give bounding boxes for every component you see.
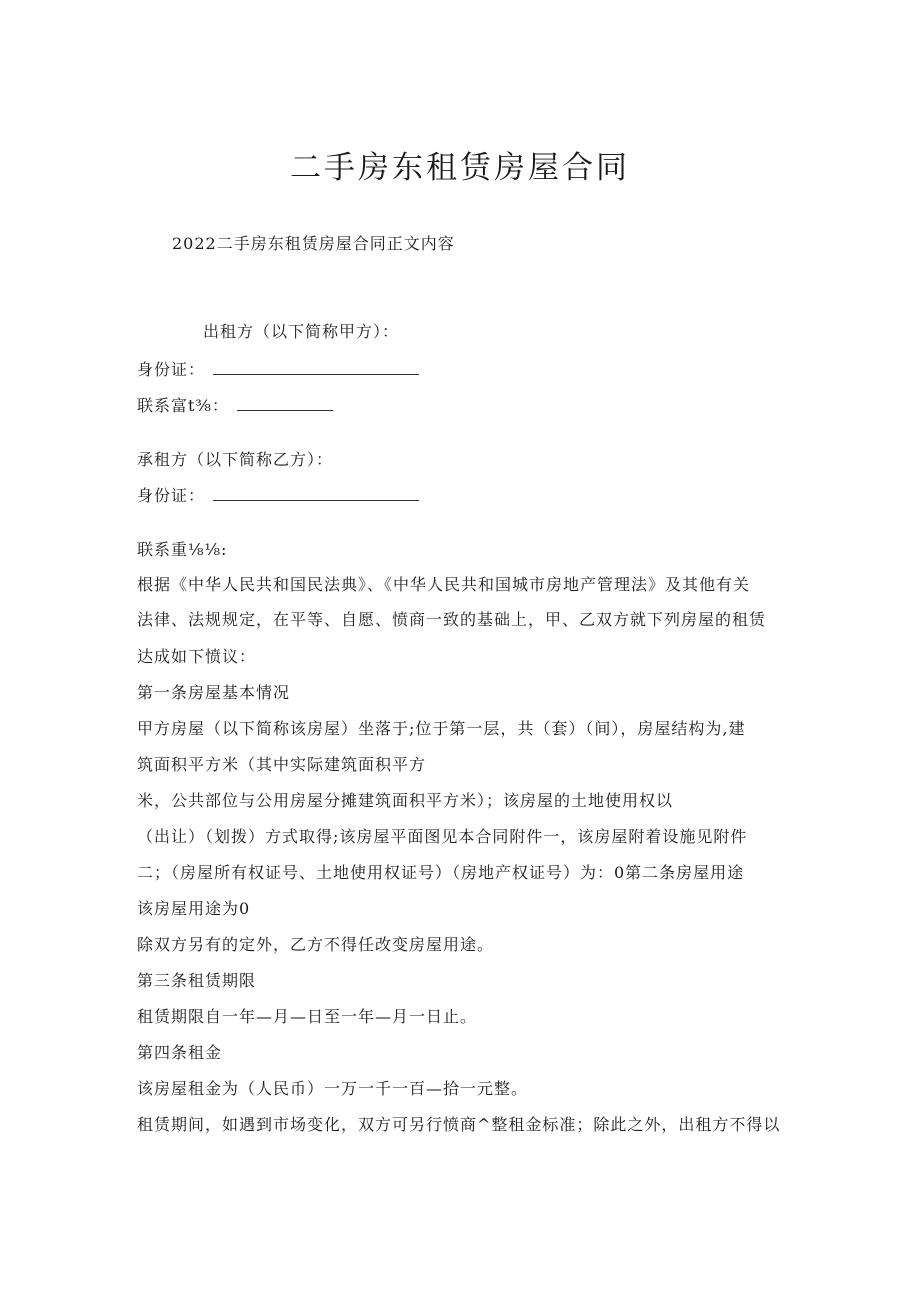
paragraph-line: （出让）（划拨）方式取得;该房屋平面图见本合同附件一，该房屋附着设施见附件 [137, 827, 748, 846]
paragraph-line: 法律、法规规定，在平等、自愿、愤商一致的基础上，甲、乙双方就下列房屋的租赁 [137, 610, 767, 629]
document-subtitle: 2022二手房东租赁房屋合同正文内容 [172, 234, 455, 253]
paragraph-line: 米，公共部位与公用房屋分摊建筑面积平方米）；该房屋的土地使用权以 [137, 791, 674, 810]
paragraph-line: 租赁期限自一年—月—日至一年—月一日止。 [137, 1007, 478, 1026]
paragraph-line: 根据《中华人民共和国民法典》、《中华人民共和国城市房地产管理法》及其他有关 [137, 575, 751, 594]
paragraph-line: 二；（房屋所有权证号、土地使用权证号）（房地产权证号）为：0第二条房屋用途 [137, 863, 745, 882]
lessor-phone-row [137, 394, 333, 418]
lessee-label: 承租方（以下简称乙方）： [137, 450, 334, 469]
paragraph-line: 筑面积平方米（其中实际建筑面积平方 [137, 755, 427, 774]
paragraph-line: 该房屋租金为（人民币）一万一千一百—拾一元整。 [137, 1079, 529, 1098]
lessee-phone-label: 联系重⅛⅛: [137, 540, 228, 559]
paragraph-line: 甲方房屋（以下简称该房屋）坐落于;位于第一层，共（套）（间），房屋结构为,建 [137, 719, 746, 738]
lessor-label: 出租方（以下简称甲方）： [203, 322, 400, 341]
paragraph-line: 除双方另有的定外，乙方不得任改变房屋用途。 [137, 935, 495, 954]
paragraph-line: 租赁期间，如遇到市场变化，双方可另行愤商^整租金标准；除此之外，出租方不得以 [137, 1115, 781, 1134]
lessee-id-row [137, 484, 419, 508]
article-4-heading: 第四条租金 [137, 1043, 223, 1062]
lessee-id-blank [213, 484, 419, 501]
lessor-id-label: 身份证： [137, 360, 206, 379]
document-title: 二手房东租赁房屋合同 [290, 150, 630, 186]
lessee-id-label: 身份证： [137, 486, 206, 505]
article-1-heading: 第一条房屋基本情况 [137, 683, 291, 702]
paragraph-line: 达成如下愤议： [137, 647, 257, 666]
lessor-id-blank [213, 358, 419, 375]
lessor-phone-blank [237, 394, 333, 411]
lessor-phone-label: 联系富t⅜： [137, 396, 229, 415]
paragraph-line: 该房屋用途为0 [137, 899, 251, 918]
article-3-heading: 第三条租赁期限 [137, 971, 257, 990]
lessor-id-row [137, 358, 419, 382]
